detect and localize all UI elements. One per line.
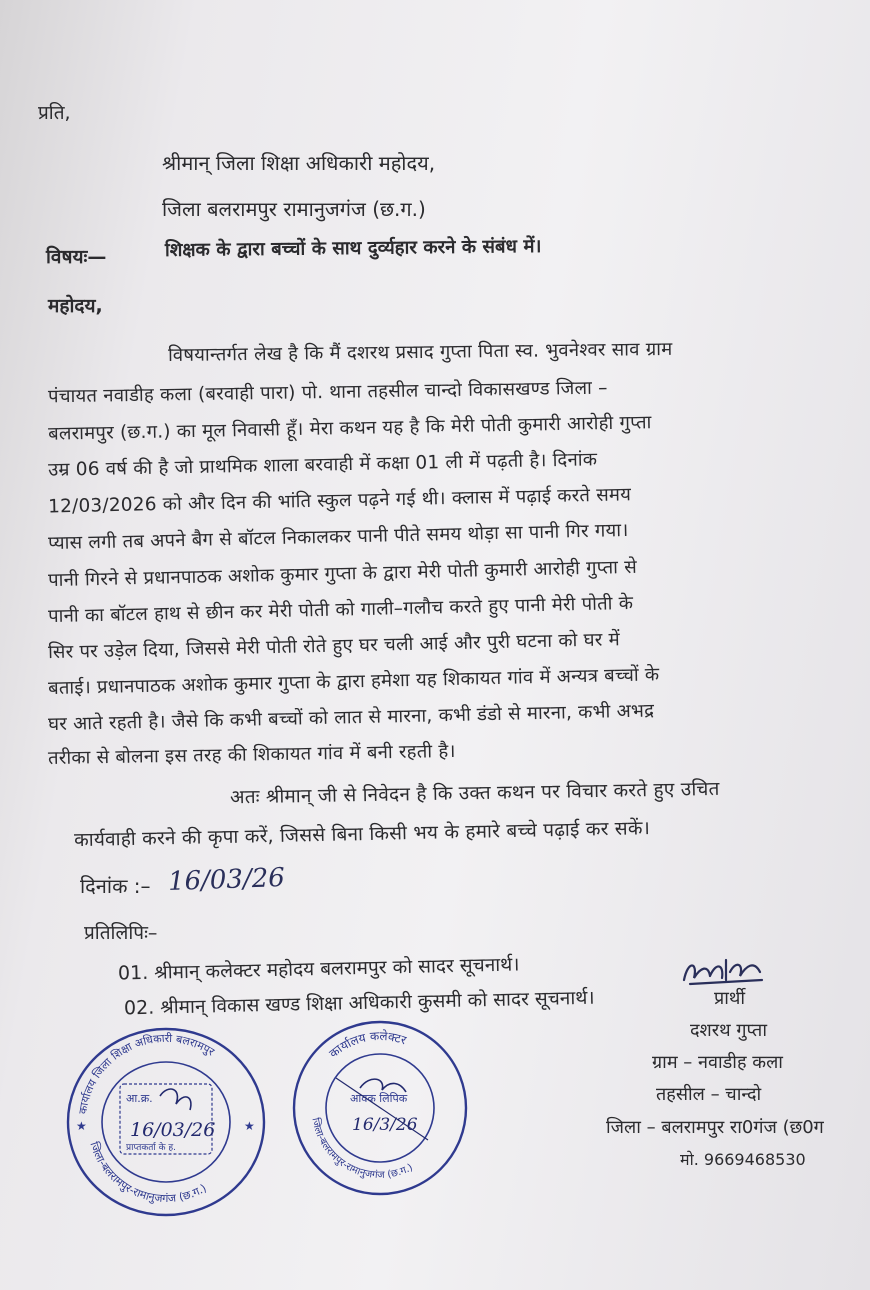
- deo-stamp-inward-label: आ.क्र.: [126, 1092, 153, 1105]
- body-line: पानी गिरने से प्रधानपाठक अशोक कुमार गुप्ता के द्वारा मेरी पोती कुमारी आरोही गुप्ता से: [47, 556, 638, 592]
- applicant-name: दशरथ गुप्ता: [690, 1020, 767, 1041]
- collector-stamp-date: 16/3/26: [352, 1115, 418, 1135]
- body-line: सिर पर उड़ेल दिया, जिससे मेरी पोती रोते हुए घर चली आई और पुरी घटना को घर में: [47, 629, 621, 664]
- body-line: 12/03/2026 को और दिन की भांति स्कुल पढ़ने गई थी। क्लास में पढ़ाई करते समय: [47, 484, 632, 518]
- deo-stamp-date: 16/03/26: [130, 1119, 216, 1141]
- svg-text:★: ★: [76, 1119, 87, 1133]
- date-label: दिनांक :–: [80, 874, 151, 898]
- body-line: पंचायत नवाडीह कला (बरवाही पारा) पो. थाना तहसील चान्दो विकासखण्ड जिला –: [47, 377, 608, 408]
- body-line: घर आते रहती है। जैसे कि कभी बच्चों को लात से मारना, कभी डंडो से मारना, कभी अभद्र: [47, 700, 655, 736]
- body-line: पानी का बॉटल हाथ से छीन कर मेरी पोती को गाली–गलौच करते हुए पानी मेरी पोती के: [47, 592, 634, 628]
- body-line: बताई। प्रधानपाठक अशोक कुमार गुप्ता के द्वारा हमेशा यह शिकायत गांव में अन्यत्र बच्चों के: [47, 664, 660, 700]
- body-line: विषयान्तर्गत लेख है कि मैं दशरथ प्रसाद गुप्ता पिता स्व. भुवनेश्वर साव ग्राम: [167, 338, 673, 367]
- salutation: महोदय,: [48, 295, 103, 317]
- copy-item: 02. श्रीमान् विकास खण्ड शिक्षा अधिकारी कुसमी को सादर सूचनार्थ।: [123, 986, 595, 1020]
- applicant-mobile: मो. 9669468530: [680, 1150, 806, 1169]
- applicant-tehsil: तहसील – चान्दो: [656, 1084, 762, 1105]
- body-line: प्यास लगी तब अपने बैग से बॉटल निकालकर पानी पीते समय थोड़ा सा पानी गिर गया।: [47, 519, 629, 555]
- recipient-line-1: श्रीमान् जिला शिक्षा अधिकारी महोदय,: [162, 151, 436, 175]
- recipient-line-2: जिला बलरामपुर रामानुजगंज (छ.ग.): [162, 197, 426, 221]
- applicant-village: ग्राम – नवाडीह कला: [652, 1052, 783, 1073]
- subject-text: शिक्षक के द्वारा बच्चों के साथ दुर्व्यहार करने के संबंध में।: [164, 236, 542, 261]
- deo-stamp-ring-top: कार्यालय जिला शिक्षा अधिकारी बलरामपुर: [76, 1031, 217, 1115]
- deo-stamp-received-label: प्राप्तकर्ता के ह.: [126, 1143, 177, 1153]
- subject-label: विषयः—: [46, 246, 107, 268]
- body-line: तरीका से बोलना इस तरह की शिकायत गांव में बनी रहती है।: [47, 740, 456, 770]
- applicant-district: जिला – बलरामपुर रा0गंज (छ0ग: [606, 1117, 824, 1138]
- collector-stamp-inward-label: आवक लिपिक: [350, 1092, 408, 1105]
- deo-office-stamp: [64, 1024, 268, 1220]
- request-line: कार्यवाही करने की कृपा करें, जिससे बिना किसी भय के हमारे बच्चे पढ़ाई कर सकें।: [73, 817, 651, 852]
- request-line: अतः श्रीमान् जी से निवेदन है कि उक्त कथन पर विचार करते हुए उचित: [229, 777, 720, 809]
- collector-stamp-ring-bottom: जिला-बलरामपुर-रामानुजगंज (छ.ग.): [309, 1116, 415, 1182]
- collector-office-stamp: [290, 1018, 470, 1198]
- applicant-label: प्रार्थी: [714, 988, 746, 1009]
- copy-item: 01. श्रीमान् कलेक्टर महोदय बलरामपुर को सादर सूचनार्थ।: [117, 953, 520, 985]
- collector-stamp-ring-top: कार्यालय कलेक्टर: [326, 1028, 409, 1061]
- body-line: उम्र 06 वर्ष की है जो प्राथमिक शाला बरवाही में कक्षा 01 ली में पढ़ती है। दिनांक: [47, 449, 598, 481]
- signature: [680, 950, 770, 992]
- deo-stamp-ring-bottom: जिला-बलरामपुर-रामानुजगंज (छ.ग.): [87, 1140, 209, 1206]
- copy-label: प्रतिलिपिः–: [84, 922, 158, 944]
- svg-text:★: ★: [244, 1119, 255, 1133]
- to-label: प्रति,: [38, 102, 71, 124]
- body-line: बलरामपुर (छ.ग.) का मूल निवासी हूँ। मेरा कथन यह है कि मेरी पोती कुमारी आरोही गुप्ता: [47, 412, 652, 445]
- handwritten-date: 16/03/26: [167, 862, 286, 898]
